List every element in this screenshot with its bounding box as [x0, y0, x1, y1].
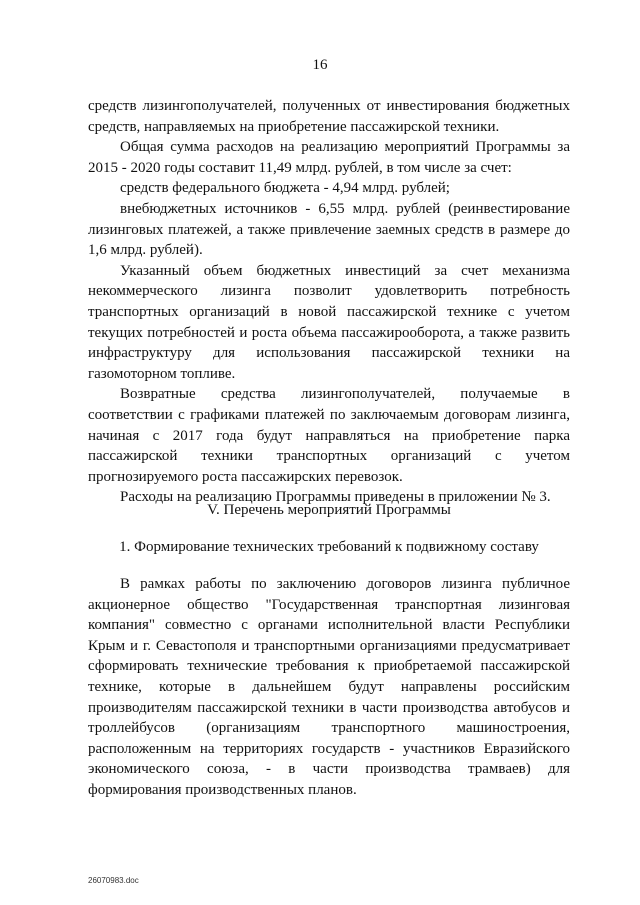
- paragraph: Указанный объем бюджетных инвестиций за счет механизма некоммерческого лизинга позволит удовлетворить потребность транспортных организаций в новой пассажирской технике с учетом текущих потребностей и роста объема пассажирооборота, а также развить инфраструктуру для использования пассажирской техники на газомоторном топливе.: [88, 262, 570, 382]
- page-number: 16: [312, 57, 328, 73]
- paragraph: Расходы на реализацию Программы приведены в приложении № 3.: [120, 489, 551, 506]
- subsection-heading-block: [88, 537, 570, 558]
- paragraph: внебюджетных источников - 6,55 млрд. рублей (реинвестирование лизинговых платежей, а также привлечение заемных средств в размере до 1,6 млрд. рублей).: [88, 200, 570, 259]
- paragraph: средств лизингополучателей, полученных от инвестирования бюджетных средств, направляемых на приобретение пассажирской техники.: [88, 98, 570, 135]
- subsection-heading: 1. Формирование технических требований к подвижному составу: [119, 539, 539, 555]
- paragraph: Общая сумма расходов на реализацию мероприятий Программы за 2015 - 2020 годы составит 11,49 млрд. рублей, в том числе за счет:: [88, 139, 570, 176]
- section-heading-block: [88, 500, 570, 521]
- measures-section: [88, 574, 570, 801]
- section-heading: V. Перечень мероприятий Программы: [207, 502, 451, 518]
- funding-section: [88, 96, 570, 508]
- paragraph: средств федерального бюджета - 4,94 млрд. рублей;: [120, 180, 450, 197]
- paragraph: Возвратные средства лизингополучателей, получаемые в соответствии с графиками платежей по заключаемым договорам лизинга, начиная с 2017 года будут направляться на приобретение парка пассажирской техники транспортных организаций с учетом прогнозируемого роста пассажирских перевозок.: [88, 386, 570, 485]
- document-filename: 26070983.doc: [88, 876, 139, 885]
- paragraph: В рамках работы по заключению договоров лизинга публичное акционерное общество "Государственная транспортная лизинговая компания" совместно с органами исполнительной власти Республики Крым и г. Севастополя и транспортными организациями предусматривает сформировать технические требования к приобретаемой пассажирской технике, которые в дальнейшем будут направлены российским производителям пассажирской техники в части производства автобусов и троллейбусов (организациям транспортного машиностроения, расположенным на территориях государств - участников Евразийского экономического союза, - в части производства трамваев) для формирования производственных планов.: [88, 576, 570, 798]
